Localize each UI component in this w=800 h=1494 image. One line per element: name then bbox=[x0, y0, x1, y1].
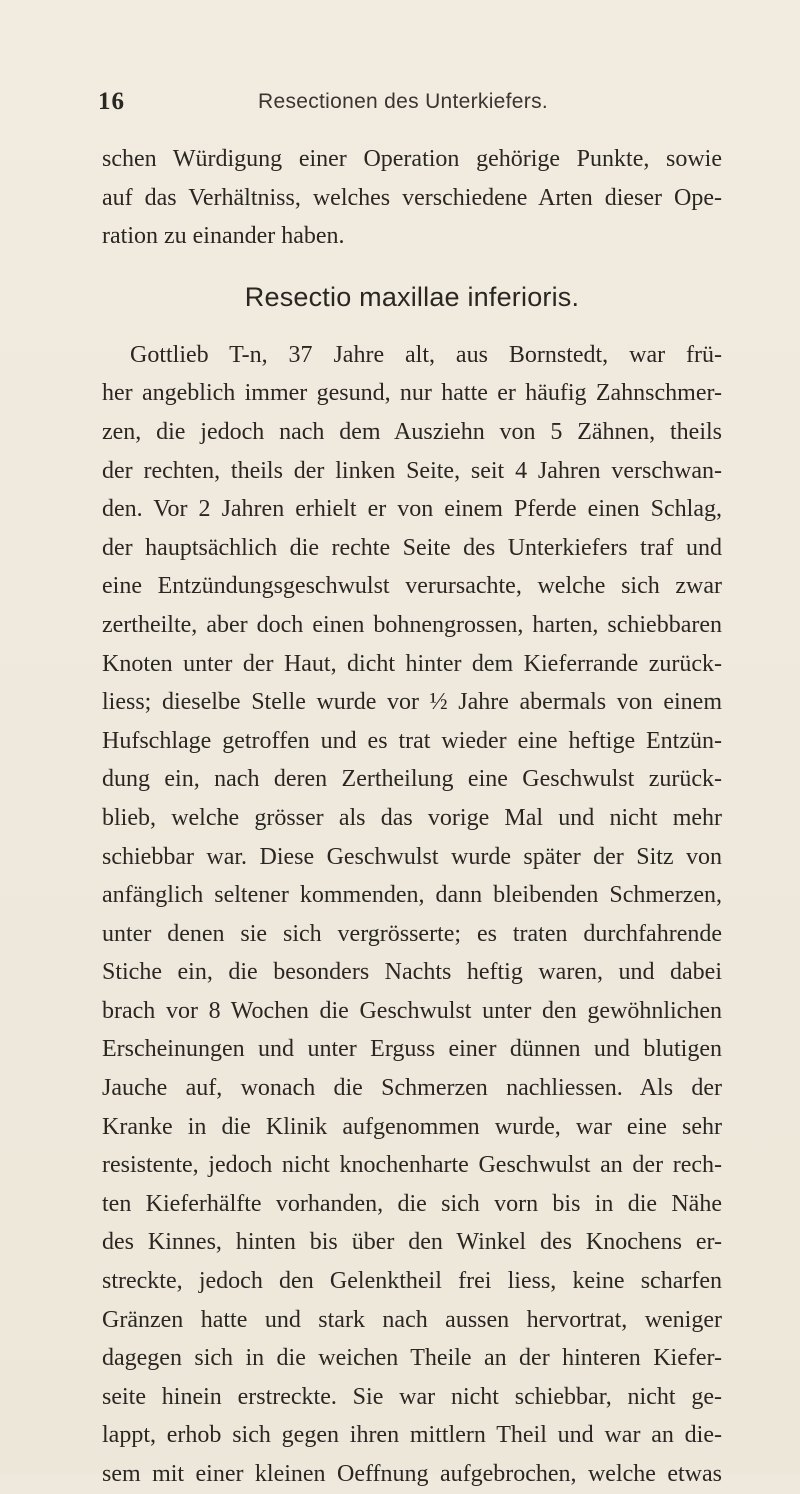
running-head: Resectionen des Unterkiefers. bbox=[258, 90, 549, 113]
text-line: der rechten, theils der linken Seite, seit 4 Jahren verschwan- bbox=[102, 457, 722, 484]
text-line: schen Würdigung einer Operation gehörige Punkte, sowie bbox=[102, 146, 722, 172]
text-line: zertheilte, aber doch einen bohnengrossen, harten, schiebbaren bbox=[102, 611, 722, 638]
text-line: Kranke in die Klinik aufgenommen wurde, war eine sehr bbox=[102, 1113, 722, 1140]
page-number: 16 bbox=[98, 88, 125, 115]
body-text bbox=[102, 140, 722, 1494]
text-line: schiebbar war. Diese Geschwulst wurde später der Sitz von bbox=[102, 843, 722, 870]
text-line: ten Kieferhälfte vorhanden, die sich vorn bis in die Nähe bbox=[102, 1190, 722, 1217]
text-line: dung ein, nach deren Zertheilung eine Geschwulst zurück- bbox=[102, 766, 722, 793]
page-header bbox=[98, 88, 718, 122]
text-line: liess; dieselbe Stelle wurde vor ½ Jahre abermals von einem bbox=[102, 689, 722, 716]
text-line: Knoten unter der Haut, dicht hinter dem Kieferrande zurück- bbox=[102, 650, 722, 677]
text-line: her angeblich immer gesund, nur hatte er häufig Zahnschmer- bbox=[102, 380, 722, 407]
text-line: unter denen sie sich vergrösserte; es traten durchfahrende bbox=[102, 920, 722, 947]
text-line: den. Vor 2 Jahren erhielt er von einem Pferde einen Schlag, bbox=[102, 496, 722, 523]
text-line: der hauptsächlich die rechte Seite des Unterkiefers traf und bbox=[102, 534, 722, 561]
text-line: brach vor 8 Wochen die Geschwulst unter den gewöhnlichen bbox=[102, 997, 722, 1024]
section-title: Resectio maxillae inferioris. bbox=[244, 281, 580, 312]
text-line: des Kinnes, hinten bis über den Winkel des Knochens er- bbox=[102, 1229, 722, 1256]
text-line: Gottlieb T-n, 37 Jahre alt, aus Bornstedt, war frü- bbox=[130, 341, 722, 368]
text-line: anfänglich seltener kommenden, dann bleibenden Schmerzen, bbox=[102, 882, 722, 909]
text-line: resistente, jedoch nicht knochenharte Geschwulst an der rech- bbox=[102, 1152, 722, 1179]
text-line: Erscheinungen und unter Erguss einer dünnen und blutigen bbox=[102, 1036, 722, 1063]
text-line: dagegen sich in die weichen Theile an der hinteren Kiefer- bbox=[102, 1345, 722, 1372]
text-line: ration zu einander haben. bbox=[102, 223, 345, 250]
text-line: lappt, erhob sich gegen ihren mittlern Theil und war an die- bbox=[102, 1422, 722, 1449]
text-line: seite hinein erstreckte. Sie war nicht schiebbar, nicht ge- bbox=[102, 1383, 722, 1410]
text-line: Stiche ein, die besonders Nachts heftig waren, und dabei bbox=[102, 959, 722, 986]
text-line: Jauche auf, wonach die Schmerzen nachliessen. Als der bbox=[102, 1075, 722, 1102]
text-line: zen, die jedoch nach dem Ausziehn von 5 Zähnen, theils bbox=[102, 418, 722, 445]
text-line: auf das Verhältniss, welches verschiedene Arten dieser Ope- bbox=[102, 184, 722, 211]
text-line: Gränzen hatte und stark nach aussen hervortrat, weniger bbox=[102, 1306, 722, 1333]
text-line: eine Entzündungsgeschwulst verursachte, welche sich zwar bbox=[102, 573, 722, 600]
text-line: blieb, welche grösser als das vorige Mal und nicht mehr bbox=[102, 804, 722, 831]
text-line: Hufschlage getroffen und es trat wieder eine heftige Entzün- bbox=[102, 727, 722, 754]
text-line: sem mit einer kleinen Oeffnung aufgebrochen, welche etwas bbox=[102, 1461, 722, 1487]
text-line: streckte, jedoch den Gelenktheil frei liess, keine scharfen bbox=[102, 1268, 722, 1295]
